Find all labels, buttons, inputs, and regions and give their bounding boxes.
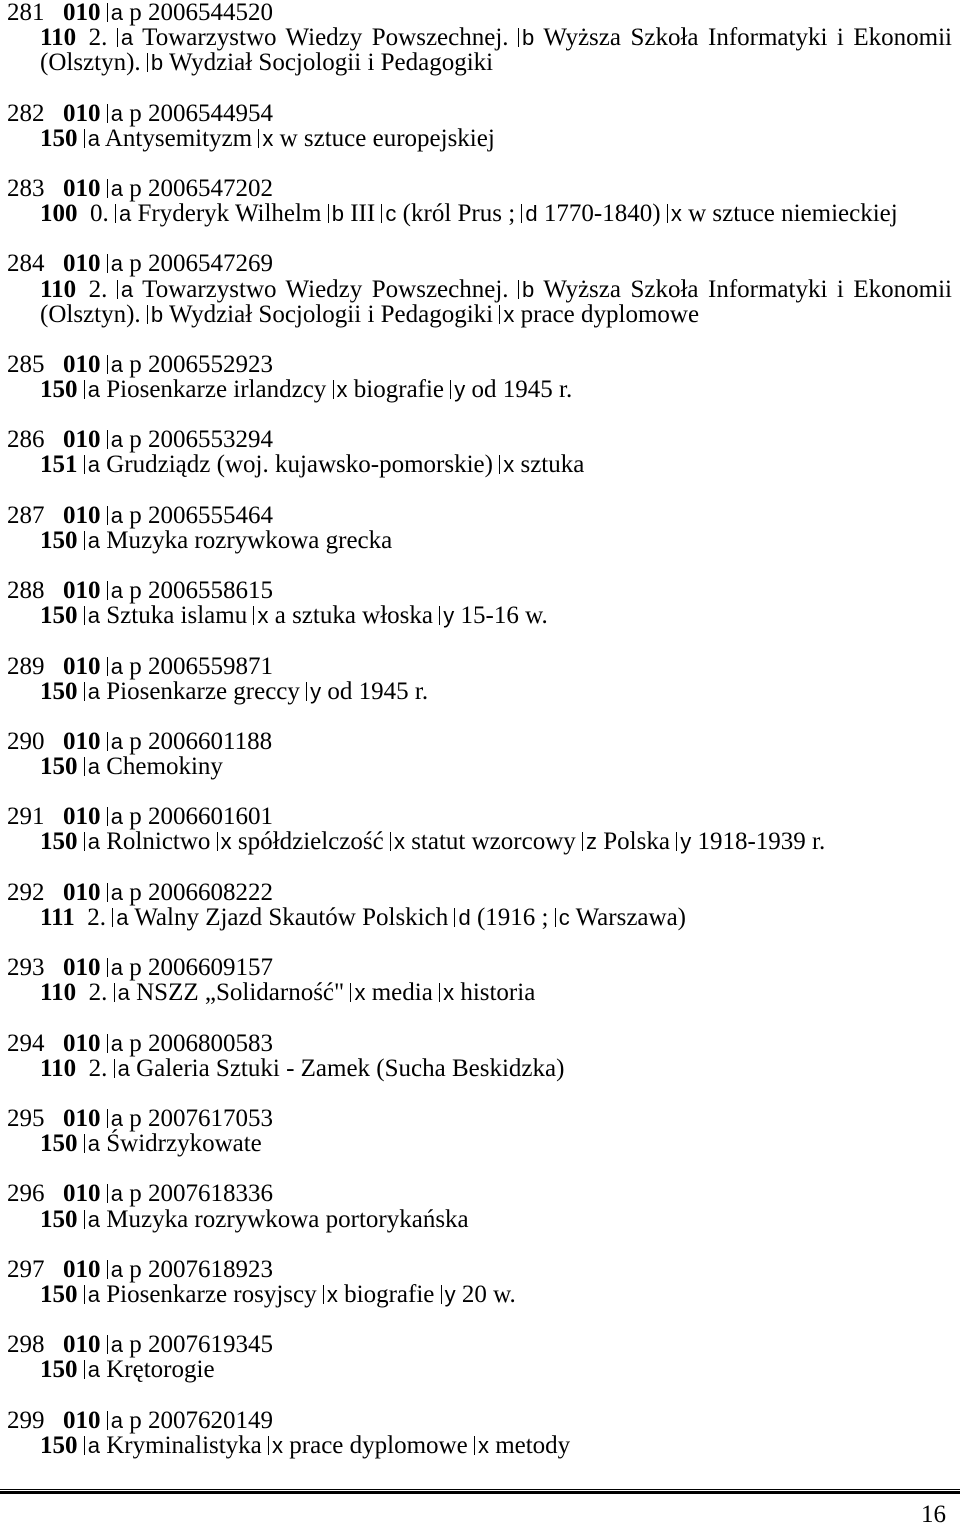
- record-entry: [0, 880, 960, 930]
- subfield-value: Grudziądz (woj. kujawsko-pomorskie): [106, 451, 493, 479]
- subfield-value: w sztuce niemieckiej: [688, 200, 898, 228]
- subfield-value: Kryminalistyka: [106, 1431, 262, 1459]
- record-entry: [0, 1181, 960, 1231]
- subfield-value: Galeria Sztuki - Zamek (Sucha Beskidzka): [136, 1054, 565, 1082]
- subfield-value: Wydział Socjologii i Pedagogiki: [168, 300, 494, 328]
- heading-line: [0, 603, 960, 628]
- field-tag: 010: [63, 652, 101, 680]
- record-number: 291: [7, 803, 45, 831]
- subfield-code: x: [350, 980, 365, 1005]
- subfield-value: p 2006558615: [129, 577, 273, 605]
- field-tag: 150: [40, 376, 78, 404]
- heading-line: [0, 277, 960, 327]
- subfield-value: Wydział Socjologii i Pedagogiki: [168, 49, 494, 77]
- record-number: 286: [7, 426, 45, 454]
- subfield-code: a: [107, 955, 123, 980]
- field-tag: 150: [40, 1431, 78, 1459]
- subfield-value: Muzyka rozrywkowa portorykańska: [106, 1205, 469, 1233]
- subfield-code: a: [107, 427, 123, 452]
- control-number-line: [0, 427, 960, 452]
- subfield-code: x: [333, 377, 348, 402]
- subfield-code: a: [114, 1056, 130, 1081]
- subfield-code: y: [306, 679, 321, 704]
- subfield-code: a: [107, 1257, 123, 1282]
- subfield-code: a: [107, 1332, 123, 1357]
- subfield-code: b: [518, 25, 534, 50]
- record-number: 283: [7, 174, 45, 202]
- subfield-value: p 2007617053: [129, 1104, 273, 1132]
- subfield-code: a: [107, 1106, 123, 1131]
- page-number: 16: [921, 1501, 946, 1528]
- subfield-code: x: [258, 126, 273, 151]
- subfield-value: media: [371, 979, 433, 1007]
- field-tag: 010: [63, 250, 101, 278]
- record-number: 299: [7, 1406, 45, 1434]
- subfield-value: Wyższa Szkoła Informatyki i Ekonomii (Olsztyn).: [40, 275, 952, 328]
- field-tag: 150: [40, 677, 78, 705]
- subfield-code: b: [147, 302, 163, 327]
- heading-line: [0, 201, 960, 226]
- field-tag: 010: [63, 1255, 101, 1283]
- subfield-code: a: [107, 176, 123, 201]
- subfield-value: (1916 ;: [476, 903, 549, 931]
- heading-line: [0, 980, 960, 1005]
- subfield-code: x: [390, 829, 405, 854]
- subfield-code: b: [518, 277, 534, 302]
- record-entry: [0, 101, 960, 151]
- heading-line: [0, 1282, 960, 1307]
- subfield-value: 20 w.: [461, 1280, 516, 1308]
- subfield-value: Piosenkarze rosyjscy: [106, 1280, 317, 1308]
- field-tag: 010: [63, 577, 101, 605]
- field-tag: 151: [40, 451, 78, 479]
- field-tag: 150: [40, 1130, 78, 1158]
- subfield-value: Fryderyk Wilhelm: [137, 200, 322, 228]
- subfield-code: a: [84, 603, 100, 628]
- subfield-value: p 2006555464: [129, 501, 273, 529]
- record-number: 298: [7, 1331, 45, 1359]
- subfield-code: z: [582, 829, 597, 854]
- subfield-code: a: [84, 528, 100, 553]
- field-tag: 150: [40, 828, 78, 856]
- subfield-value: Piosenkarze irlandzcy: [106, 376, 327, 404]
- subfield-value: statut wzorcowy: [411, 828, 576, 856]
- subfield-code: a: [84, 679, 100, 704]
- control-number-line: [0, 729, 960, 754]
- field-tag: 010: [63, 350, 101, 378]
- subfield-code: x: [474, 1433, 489, 1458]
- subfield-value: od 1945 r.: [471, 376, 573, 404]
- subfield-code: c: [381, 201, 396, 226]
- heading-line: [0, 1207, 960, 1232]
- record-entry: [0, 176, 960, 226]
- heading-line: [0, 25, 960, 75]
- footer-rule: [0, 1489, 960, 1494]
- record-entry: [0, 1332, 960, 1382]
- control-number-line: [0, 101, 960, 126]
- subfield-code: a: [107, 1181, 123, 1206]
- subfield-code: a: [107, 578, 123, 603]
- subfield-code: x: [217, 829, 232, 854]
- record-entry: [0, 955, 960, 1005]
- control-number-line: [0, 1332, 960, 1357]
- field-indicator: 2.: [88, 24, 108, 52]
- subfield-value: Sztuka islamu: [106, 602, 248, 630]
- subfield-code: a: [84, 1357, 100, 1382]
- subfield-code: x: [439, 980, 454, 1005]
- subfield-value: sztuka: [520, 451, 585, 479]
- subfield-value: Piosenkarze greccy: [106, 677, 300, 705]
- subfield-code: a: [107, 503, 123, 528]
- field-tag: 010: [63, 1029, 101, 1057]
- control-number-line: [0, 352, 960, 377]
- subfield-value: p 2006547269: [129, 250, 273, 278]
- control-number-line: [0, 1106, 960, 1131]
- record-entry: [0, 1408, 960, 1458]
- subfield-code: x: [667, 201, 682, 226]
- record-entry: [0, 804, 960, 854]
- subfield-value: p 2006601601: [129, 803, 273, 831]
- subfield-value: p 2006608222: [129, 878, 273, 906]
- subfield-code: a: [107, 654, 123, 679]
- subfield-code: a: [117, 277, 133, 302]
- field-tag: 010: [63, 1406, 101, 1434]
- heading-line: [0, 1433, 960, 1458]
- subfield-code: x: [268, 1433, 283, 1458]
- field-indicator: 2.: [88, 979, 108, 1007]
- subfield-code: a: [107, 1031, 123, 1056]
- record-number: 292: [7, 878, 45, 906]
- control-number-line: [0, 1257, 960, 1282]
- subfield-code: a: [107, 804, 123, 829]
- field-tag: 010: [63, 954, 101, 982]
- subfield-code: a: [84, 452, 100, 477]
- record-entry: [0, 427, 960, 477]
- subfield-value: metody: [495, 1431, 571, 1459]
- subfield-value: biografie: [353, 376, 445, 404]
- record-entry: [0, 578, 960, 628]
- subfield-value: Świdrzykowate: [106, 1130, 262, 1158]
- control-number-line: [0, 1408, 960, 1433]
- subfield-code: a: [107, 880, 123, 905]
- subfield-value: Chemokiny: [106, 753, 223, 781]
- subfield-value: prace dyplomowe: [289, 1431, 468, 1459]
- record-number: 285: [7, 350, 45, 378]
- heading-line: [0, 829, 960, 854]
- subfield-code: a: [84, 1433, 100, 1458]
- subfield-value: p 2006800583: [129, 1029, 273, 1057]
- subfield-value: p 2006601188: [129, 727, 273, 755]
- subfield-code: a: [84, 1282, 100, 1307]
- subfield-code: x: [499, 452, 514, 477]
- subfield-value: Polska: [603, 828, 670, 856]
- subfield-value: prace dyplomowe: [520, 300, 700, 328]
- subfield-value: p 2006609157: [129, 954, 273, 982]
- field-tag: 010: [63, 727, 101, 755]
- heading-line: [0, 452, 960, 477]
- control-number-line: [0, 880, 960, 905]
- subfield-value: od 1945 r.: [327, 677, 429, 705]
- field-tag: 150: [40, 1205, 78, 1233]
- field-tag: 010: [63, 1331, 101, 1359]
- record-entry: [0, 654, 960, 704]
- field-tag: 010: [63, 878, 101, 906]
- record-number: 284: [7, 250, 45, 278]
- subfield-value: Krętorogie: [106, 1356, 215, 1384]
- subfield-value: Rolnictwo: [106, 828, 211, 856]
- record-number: 290: [7, 727, 45, 755]
- subfield-value: p 2006544954: [129, 99, 273, 127]
- subfield-value: p 2006553294: [129, 426, 273, 454]
- control-number-line: [0, 804, 960, 829]
- record-number: 288: [7, 577, 45, 605]
- subfield-code: a: [107, 0, 123, 25]
- control-number-line: [0, 0, 960, 25]
- field-tag: 150: [40, 1356, 78, 1384]
- record-entry: [0, 1106, 960, 1156]
- subfield-value: Walny Zjazd Skautów Polskich: [134, 903, 449, 931]
- field-tag: 010: [63, 803, 101, 831]
- subfield-value: NSZZ „Solidarność": [136, 979, 345, 1007]
- subfield-code: a: [107, 729, 123, 754]
- record-number: 294: [7, 1029, 45, 1057]
- subfield-value: Warszawa): [575, 903, 686, 931]
- heading-line: [0, 377, 960, 402]
- field-tag: 010: [63, 426, 101, 454]
- subfield-code: a: [84, 1207, 100, 1232]
- field-tag: 150: [40, 526, 78, 554]
- heading-line: [0, 905, 960, 930]
- record-entry: [0, 352, 960, 402]
- subfield-value: (król Prus ;: [402, 200, 516, 228]
- subfield-code: d: [454, 905, 470, 930]
- subfield-value: Towarzystwo Wiedzy Powszechnej.: [142, 275, 509, 303]
- control-number-line: [0, 955, 960, 980]
- record-entry: [0, 0, 960, 75]
- record-number: 297: [7, 1255, 45, 1283]
- heading-line: [0, 528, 960, 553]
- subfield-code: a: [84, 754, 100, 779]
- subfield-code: x: [323, 1282, 338, 1307]
- subfield-value: p 2006547202: [129, 174, 273, 202]
- field-tag: 110: [40, 979, 77, 1007]
- subfield-code: x: [499, 302, 514, 327]
- field-tag: 010: [63, 501, 101, 529]
- record-number: 296: [7, 1180, 45, 1208]
- subfield-value: p 2006552923: [129, 350, 273, 378]
- field-indicator: 2.: [88, 275, 108, 303]
- field-tag: 010: [63, 99, 101, 127]
- subfield-code: y: [439, 603, 454, 628]
- record-entry: [0, 1257, 960, 1307]
- subfield-value: spółdzielczość: [237, 828, 384, 856]
- field-tag: 150: [40, 1280, 78, 1308]
- subfield-value: historia: [460, 979, 536, 1007]
- subfield-value: w sztuce europejskiej: [279, 124, 495, 152]
- subfield-code: b: [328, 201, 344, 226]
- record-entry: [0, 503, 960, 553]
- record-number: 287: [7, 501, 45, 529]
- control-number-line: [0, 251, 960, 276]
- subfield-code: a: [117, 25, 133, 50]
- subfield-code: a: [115, 201, 131, 226]
- subfield-value: 15-16 w.: [460, 602, 548, 630]
- record-number: 282: [7, 99, 45, 127]
- control-number-line: [0, 578, 960, 603]
- field-tag: 110: [40, 24, 77, 52]
- heading-line: [0, 1357, 960, 1382]
- record-entry: [0, 251, 960, 326]
- subfield-value: Muzyka rozrywkowa grecka: [106, 526, 393, 554]
- heading-line: [0, 1131, 960, 1156]
- subfield-code: a: [107, 352, 123, 377]
- subfield-code: y: [441, 1282, 456, 1307]
- record-entry: [0, 1031, 960, 1081]
- field-indicator: 2.: [88, 1054, 108, 1082]
- subfield-code: a: [84, 126, 100, 151]
- heading-line: [0, 126, 960, 151]
- heading-line: [0, 1056, 960, 1081]
- subfield-code: a: [107, 101, 123, 126]
- subfield-value: p 2007620149: [129, 1406, 273, 1434]
- subfield-code: y: [676, 829, 691, 854]
- field-indicator: 2.: [87, 903, 106, 931]
- field-tag: 010: [63, 174, 101, 202]
- field-tag: 150: [40, 124, 78, 152]
- field-tag: 110: [40, 1054, 77, 1082]
- subfield-code: a: [107, 251, 123, 276]
- subfield-code: d: [521, 201, 537, 226]
- heading-line: [0, 679, 960, 704]
- subfield-code: a: [112, 905, 128, 930]
- control-number-line: [0, 503, 960, 528]
- heading-line: [0, 754, 960, 779]
- subfield-value: 1770-1840): [543, 200, 661, 228]
- subfield-value: p 2006559871: [129, 652, 273, 680]
- subfield-value: III: [350, 200, 376, 228]
- control-number-line: [0, 654, 960, 679]
- subfield-value: Wyższa Szkoła Informatyki i Ekonomii (Olsztyn).: [40, 24, 952, 77]
- field-tag: 110: [40, 275, 77, 303]
- subfield-value: a sztuka włoska: [274, 602, 434, 630]
- field-tag: 100: [40, 200, 78, 228]
- record-number: 293: [7, 954, 45, 982]
- subfield-value: Towarzystwo Wiedzy Powszechnej.: [142, 24, 509, 52]
- subfield-value: 1918-1939 r.: [697, 828, 826, 856]
- field-tag: 010: [63, 1104, 101, 1132]
- subfield-value: biografie: [344, 1280, 435, 1308]
- subfield-value: p 2007618336: [129, 1180, 273, 1208]
- control-number-line: [0, 1181, 960, 1206]
- field-tag: 010: [63, 1180, 101, 1208]
- subfield-code: a: [84, 829, 100, 854]
- subfield-code: b: [147, 50, 163, 75]
- subfield-code: a: [107, 1408, 123, 1433]
- subfield-value: Antysemityzm: [104, 124, 253, 152]
- subfield-code: c: [555, 905, 570, 930]
- subfield-value: p 2007618923: [129, 1255, 273, 1283]
- record-number: 295: [7, 1104, 45, 1132]
- record-entry: [0, 729, 960, 779]
- field-tag: 111: [40, 903, 75, 931]
- subfield-code: x: [253, 603, 268, 628]
- subfield-code: a: [84, 1131, 100, 1156]
- field-indicator: 0.: [90, 200, 109, 228]
- control-number-line: [0, 1031, 960, 1056]
- field-tag: 150: [40, 753, 78, 781]
- record-number: 289: [7, 652, 45, 680]
- field-tag: 150: [40, 602, 78, 630]
- field-tag: 010: [63, 0, 101, 26]
- subfield-code: a: [114, 980, 130, 1005]
- record-number: 281: [7, 0, 45, 26]
- control-number-line: [0, 176, 960, 201]
- subfield-code: y: [450, 377, 465, 402]
- subfield-code: a: [84, 377, 100, 402]
- subfield-value: p 2006544520: [129, 0, 273, 26]
- subfield-value: p 2007619345: [129, 1331, 273, 1359]
